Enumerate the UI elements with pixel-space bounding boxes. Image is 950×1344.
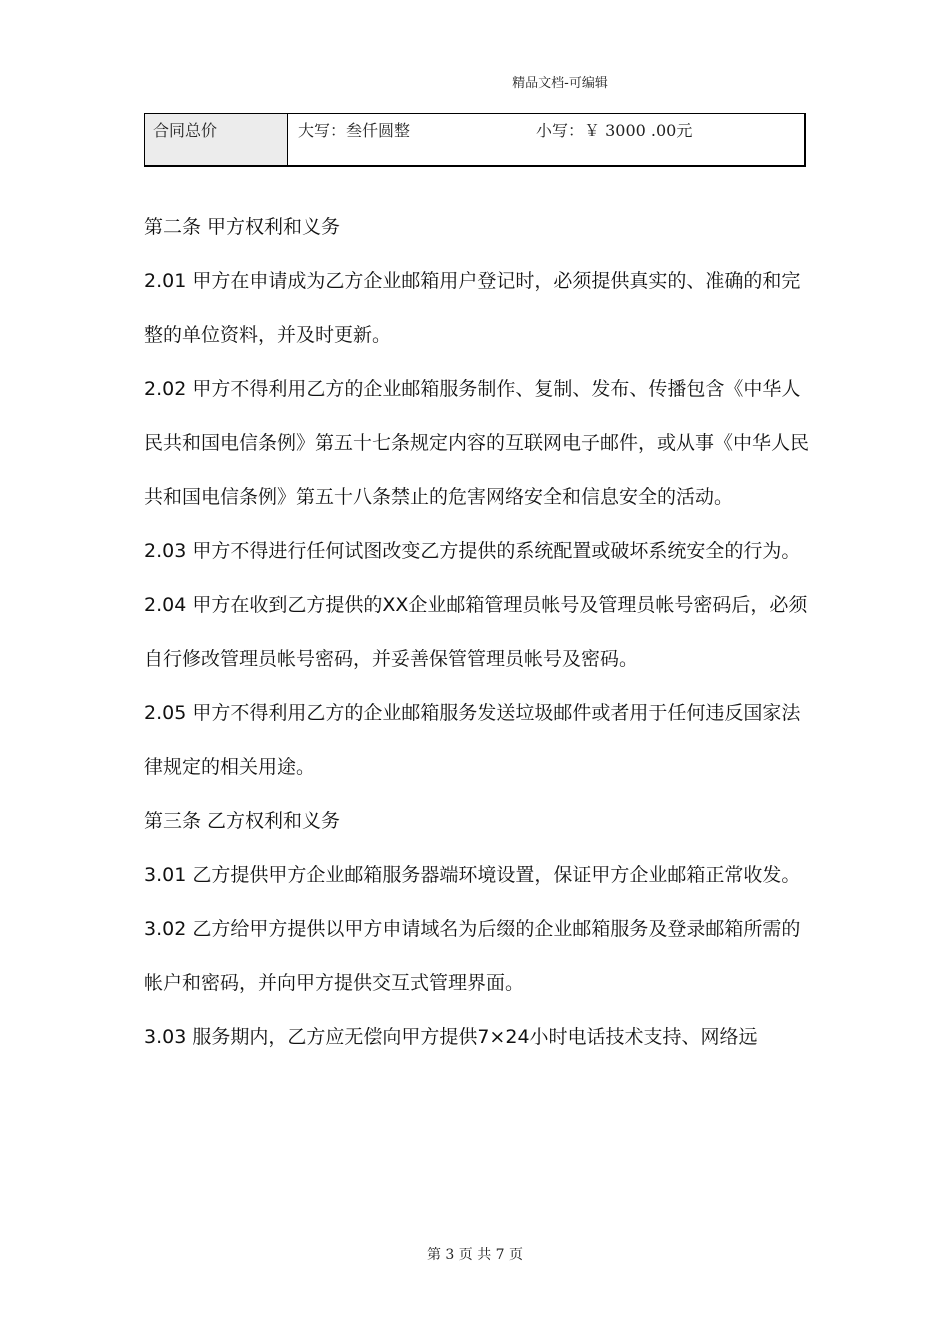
clause-2-02: 2.02 甲方不得利用乙方的企业邮箱服务制作、复制、发布、传播包含《中华人民共和国电信条例》第五十七条规定内容的互联网电子邮件，或从事《中华人民共和国电信条例》第五十八条禁止的危害网络安全和信息安全的活动。: [144, 378, 810, 508]
section-heading-2: 第二条 甲方权利和义务: [144, 216, 341, 238]
clause-3-02: 3.02 乙方给甲方提供以甲方申请域名为后缀的企业邮箱服务及登录邮箱所需的帐户和密码，并向甲方提供交互式管理界面。: [144, 918, 801, 994]
price-value-cell: [288, 114, 804, 165]
contract-body: [144, 200, 809, 1064]
clause-2-04: 2.04 甲方在收到乙方提供的XX企业邮箱管理员帐号及管理员帐号密码后，必须自行修改管理员帐号密码，并妥善保管管理员帐号及密码。: [144, 594, 808, 670]
clause-3-03: 3.03 服务期内，乙方应无偿向甲方提供7×24小时电话技术支持、网络远: [144, 1026, 758, 1048]
clause-2-03: 2.03 甲方不得进行任何试图改变乙方提供的系统配置或破坏系统安全的行为。: [144, 540, 801, 562]
page-footer: 第 3 页 共 7 页: [426, 1247, 524, 1263]
price-label-cell: 合同总价: [145, 114, 288, 165]
page-header: 精品文档-可编辑: [512, 76, 608, 91]
contract-price-table: [144, 113, 806, 167]
section-heading-3: 第三条 乙方权利和义务: [144, 810, 341, 832]
clause-2-01: 2.01 甲方在申请成为乙方企业邮箱用户登记时，必须提供真实的、准确的和完整的单位资料，并及时更新。: [144, 270, 801, 346]
price-in-figures: 小写：￥ 3000 .00元: [536, 121, 693, 140]
price-in-words: 大写：叁仟圆整: [298, 121, 411, 140]
clause-3-01: 3.01 乙方提供甲方企业邮箱服务器端环境设置，保证甲方企业邮箱正常收发。: [144, 864, 801, 886]
clause-2-05: 2.05 甲方不得利用乙方的企业邮箱服务发送垃圾邮件或者用于任何违反国家法律规定的相关用途。: [144, 702, 801, 778]
